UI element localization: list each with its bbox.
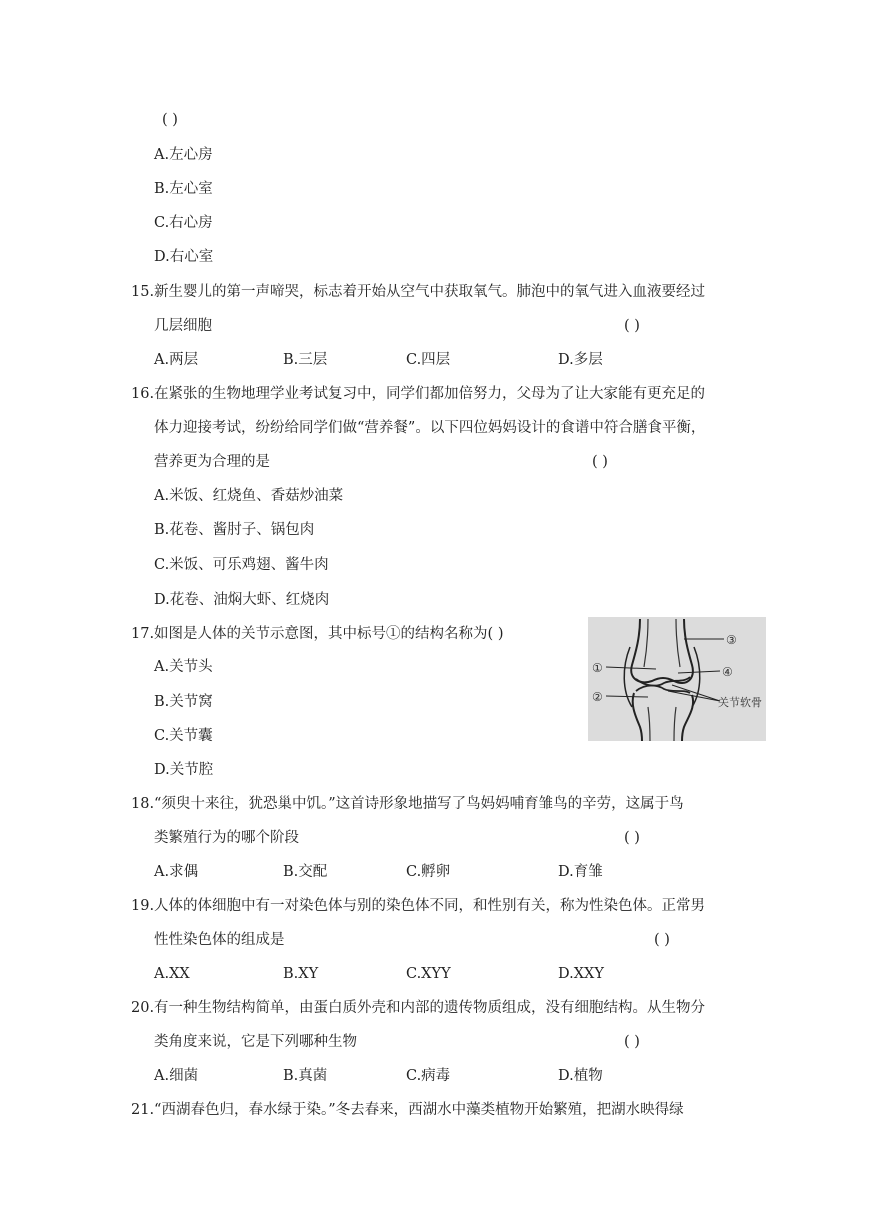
q20-option-d: D.植物 <box>558 1068 603 1084</box>
q17-option-d: D.关节腔 <box>154 762 214 778</box>
q18-stem-line1: 18.“须臾十来往，犹恐巢中饥。”这首诗形象地描写了鸟妈妈哺育雏鸟的辛劳，这属于鸟 <box>131 796 684 812</box>
q16-answer-blank: ( ) <box>592 454 608 470</box>
q16-option-b: B.花卷、酱肘子、锅包肉 <box>154 522 315 538</box>
q18-option-b: B.交配 <box>283 864 328 880</box>
figure-label-1: ① <box>592 661 603 675</box>
figure-label-4: ④ <box>722 665 733 679</box>
q18-option-d: D.育雏 <box>558 864 603 880</box>
joint-diagram <box>588 617 766 741</box>
q20-option-b: B.真菌 <box>283 1068 328 1084</box>
q19-option-a: A.XX <box>154 966 190 982</box>
q14-option-a: A.左心房 <box>154 147 213 163</box>
q16-option-c: C.米饭、可乐鸡翅、酱牛肉 <box>154 557 329 573</box>
q16-option-a: A.米饭、红烧鱼、香菇炒油菜 <box>154 488 344 504</box>
q17-stem-line1: 17.如图是人体的关节示意图，其中标号①的结构名称为( ) <box>131 626 504 642</box>
figure-label-3: ③ <box>726 633 737 647</box>
q15-stem-line1: 15.新生婴儿的第一声啼哭，标志着开始从空气中获取氧气。肺泡中的氧气进入血液要经过 <box>131 284 706 300</box>
q19-answer-blank: ( ) <box>654 932 670 948</box>
q15-stem-line2: 几层细胞 <box>154 318 212 334</box>
q18-answer-blank: ( ) <box>624 830 640 846</box>
q21-stem-line1: 21.“西湖春色归，春水绿于染。”冬去春来，西湖水中藻类植物开始繁殖，把湖水映得绿 <box>131 1102 684 1118</box>
q20-stem-line1: 20.有一种生物结构简单，由蛋白质外壳和内部的遗传物质组成，没有细胞结构。从生物分 <box>131 1000 706 1016</box>
q18-option-c: C.孵卵 <box>406 864 451 880</box>
q20-stem-line2: 类角度来说，它是下列哪种生物 <box>154 1034 357 1050</box>
q19-stem-line1: 19.人体的体细胞中有一对染色体与别的染色体不同，和性别有关，称为性染色体。正常男 <box>131 898 706 914</box>
q16-option-d: D.花卷、油焖大虾、红烧肉 <box>154 592 330 608</box>
q14-option-c: C.右心房 <box>154 215 213 231</box>
q15-option-c: C.四层 <box>406 352 451 368</box>
q19-option-c: C.XYY <box>406 966 451 982</box>
q20-answer-blank: ( ) <box>624 1034 640 1050</box>
figure-label-2: ② <box>592 690 603 704</box>
q20-option-c: C.病毒 <box>406 1068 451 1084</box>
q15-option-b: B.三层 <box>283 352 328 368</box>
q18-stem-line2: 类繁殖行为的哪个阶段 <box>154 830 299 846</box>
q15-option-d: D.多层 <box>558 352 603 368</box>
figure-label-cartilage: 关节软骨 <box>718 696 762 709</box>
q19-stem-line2: 性性染色体的组成是 <box>154 932 285 948</box>
q16-stem-line1: 16.在紧张的生物地理学业考试复习中，同学们都加倍努力，父母为了让大家能有更充足的 <box>131 386 706 402</box>
q20-option-a: A.细菌 <box>154 1068 199 1084</box>
q15-answer-blank: ( ) <box>624 318 640 334</box>
q17-option-a: A.关节头 <box>154 659 213 675</box>
q14-answer-blank: ( ) <box>162 112 178 128</box>
q17-option-b: B.关节窝 <box>154 694 213 710</box>
q17-option-c: C.关节囊 <box>154 728 213 744</box>
q16-stem-line3: 营养更为合理的是 <box>154 454 270 470</box>
q19-option-b: B.XY <box>283 966 319 982</box>
q16-stem-line2: 体力迎接考试，纷纷给同学们做“营养餐”。以下四位妈妈设计的食谱中符合膳食平衡， <box>154 420 706 436</box>
q18-option-a: A.求偶 <box>154 864 199 880</box>
q19-option-d: D.XXY <box>558 966 604 982</box>
q14-option-d: D.右心室 <box>154 249 214 265</box>
q14-option-b: B.左心室 <box>154 181 213 197</box>
q15-option-a: A.两层 <box>154 352 199 368</box>
